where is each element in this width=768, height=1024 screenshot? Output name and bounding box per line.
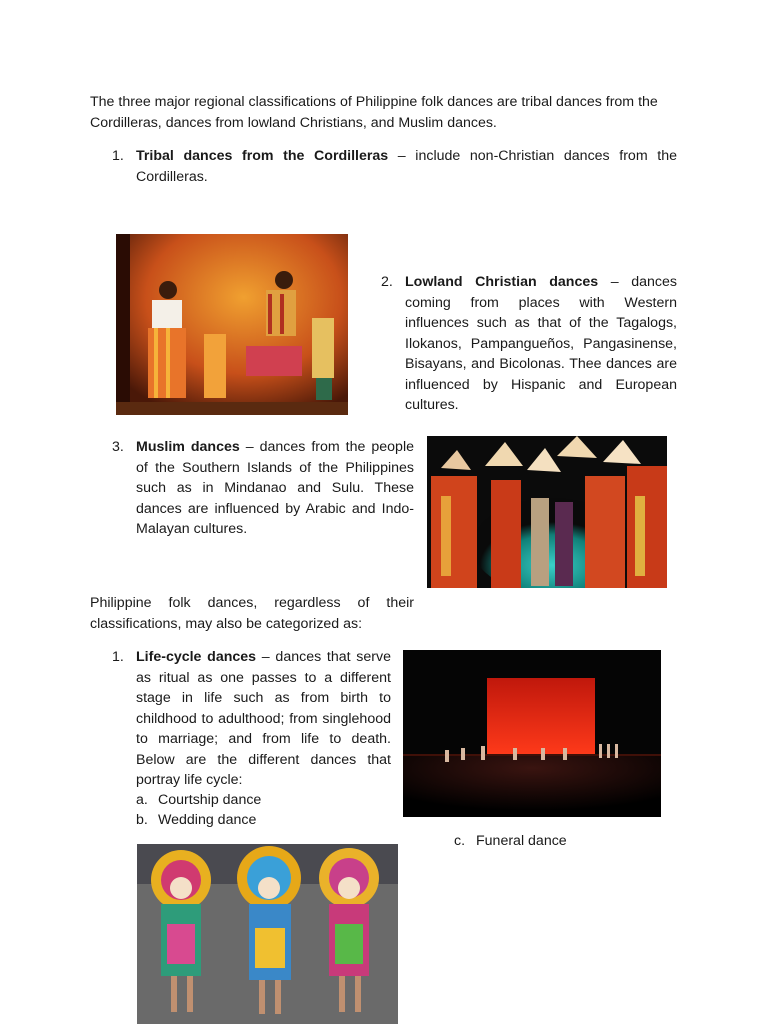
list-number: 1. xyxy=(112,148,124,164)
description: – include non-Christian dances from the Cordilleras. xyxy=(136,148,677,185)
festival-dance-photo xyxy=(137,844,398,1024)
tribal-dances-item xyxy=(136,146,677,187)
description: – dances coming from places with Western influences such as that of the Tagalogs, Ilokanos, Pampangueños, Pangasinense, Bisayans, and Bicolonas. Thee dances are influenced by Hispanic and European cultures. xyxy=(405,274,677,413)
categories-intro: Philippine folk dances, regardless of their classifications, may also be categorized as: xyxy=(90,595,414,632)
life-cycle-stage-photo xyxy=(403,650,661,817)
sub-letter: b. xyxy=(136,812,148,828)
term: Lowland Christian dances xyxy=(405,274,599,290)
list-number: 1. xyxy=(112,649,124,665)
sub-letter: a. xyxy=(136,792,148,808)
list-number: 2. xyxy=(381,274,393,290)
wedding-dance-item: Wedding dance xyxy=(158,812,257,828)
muslim-dance-photo xyxy=(427,436,667,588)
term: Tribal dances from the Cordilleras xyxy=(136,148,389,164)
list-number: 3. xyxy=(112,439,124,455)
intro-paragraph: The three major regional classifications of Philippine folk dances are tribal dances from the Cordilleras, dances from lowland Christians, and Muslim dances. xyxy=(90,94,658,131)
tribal-dance-photo xyxy=(116,234,348,415)
courtship-dance-item: Courtship dance xyxy=(158,792,262,808)
funeral-dance-item: Funeral dance xyxy=(476,833,567,849)
description: – dances that serve as ritual as one passes to a different stage in life such as from birth to childhood to adulthood; from singlehood to marriage; and from life to death. Below are the different dances that portray life cycle: xyxy=(136,649,391,788)
life-cycle-dances-item xyxy=(136,647,391,791)
term: Life-cycle dances xyxy=(136,649,257,665)
sub-letter: c. xyxy=(454,833,466,849)
lowland-christian-item xyxy=(405,272,677,416)
muslim-dances-item xyxy=(136,437,414,540)
term: Muslim dances xyxy=(136,439,240,455)
description: – dances from the people of the Southern Islands of the Philippines such as in Mindanao and Sulu. These dances are influenced by Arabic and Indo-Malayan cultures. xyxy=(136,439,414,537)
